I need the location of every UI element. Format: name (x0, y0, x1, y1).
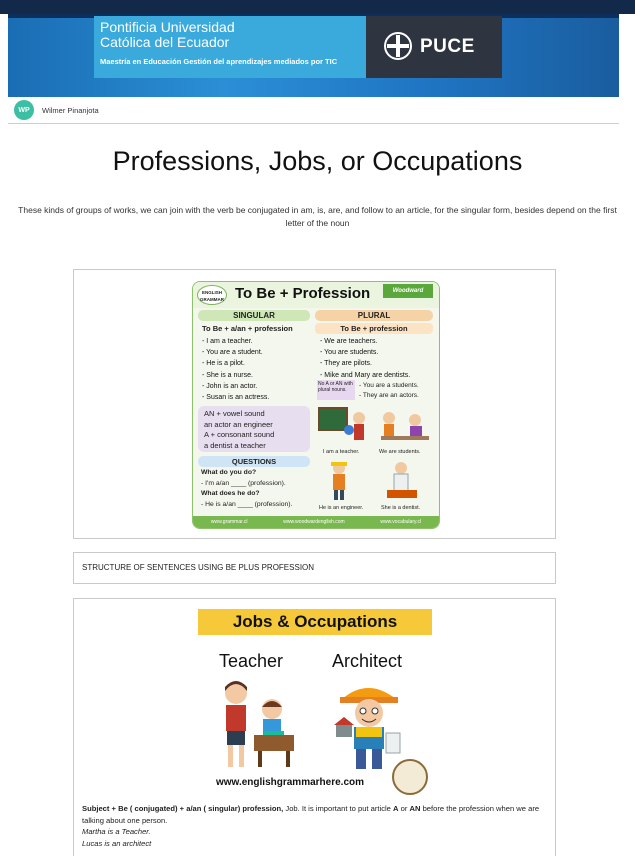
image-card-jobs (73, 598, 556, 856)
footer-link: www.grammar.cl (210, 519, 248, 525)
question-line: - He is a/an ____ (profession). (201, 500, 293, 508)
to-be-profession-poster (192, 281, 440, 529)
plural-line: - They are pilots. (320, 360, 373, 368)
a-an-line: a dentist a teacher (204, 440, 266, 450)
singular-line: - He is a pilot. (202, 360, 245, 368)
page-description: These kinds of groups of works, we can join with the verb be conjugated in am, is, are, and follow to an article, for the singular form, besides depend on the first letter of the noun (18, 205, 617, 228)
plural-line: - You are students. (320, 349, 379, 357)
footer-link: www.vocabulary.cl (380, 519, 422, 525)
singular-rule: To Be + a/an + profession (198, 323, 310, 334)
question-line: What do you do? (201, 469, 257, 476)
pic-caption: I am a teacher. (323, 449, 360, 455)
teacher-label: Teacher (219, 651, 284, 671)
pic-caption: She is a dentist. (381, 505, 421, 511)
a-an-box (198, 406, 310, 452)
program-name: Maestría en Educación Gestión del aprendizajes mediados por TIC (100, 57, 338, 66)
example-sentence: Martha is a Teacher. (82, 827, 151, 837)
text-bold: A (393, 804, 399, 813)
singular-line: - You are a student. (202, 349, 263, 357)
architect-illustration (326, 677, 416, 773)
singular-line: - She is a nurse. (202, 371, 253, 379)
header-banner (8, 14, 619, 97)
wrong-example: - They are an actors. (359, 392, 419, 399)
pic-caption: He is an engineer. (319, 505, 364, 511)
text-plain: before the profession when we are talking about one person. (82, 804, 540, 825)
author-row (14, 98, 99, 122)
text-plain: Job. It is important to put article (283, 804, 394, 813)
caption-card (73, 552, 556, 584)
plural-note: No A or AN with plural nouns. (317, 380, 355, 400)
singular-line: - John is an actor. (202, 382, 258, 390)
plural-wrong-examples (359, 381, 419, 401)
poster-title: To Be + Profession (235, 285, 371, 302)
wrong-example: - You are a students. (359, 382, 419, 389)
caption-text: STRUCTURE OF SENTENCES USING BE PLUS PROFESSION (82, 563, 315, 572)
singular-line: - Susan is an actress. (202, 394, 270, 402)
a-an-line: AN + vowel sound (204, 409, 265, 418)
teacher-illustration (214, 679, 304, 771)
singular-lines (202, 336, 269, 403)
questions-header: QUESTIONS (198, 456, 310, 467)
author-name[interactable]: Wilmer Pinanjota (42, 105, 99, 115)
text-bold: AN (409, 804, 421, 813)
singular-header: SINGULAR (198, 310, 310, 321)
question-line: - I'm a/an ____ (profession). (201, 479, 286, 487)
a-an-line: an actor an engineer (204, 419, 273, 429)
page-title: Professions, Jobs, or Occupations (112, 146, 523, 176)
top-bar (0, 0, 635, 14)
seal-icon (392, 759, 428, 795)
footer-link: www.woodwardenglish.com (283, 519, 345, 525)
structure-explanation (82, 803, 552, 849)
question-line: What does he do? (201, 490, 260, 497)
question-lines (201, 468, 292, 510)
jobs-url: www.englishgrammarhere.com (216, 777, 365, 788)
jobs-banner: Jobs & Occupations (198, 609, 432, 635)
engineer-dentist-illustration (317, 460, 435, 504)
singular-line: - I am a teacher. (202, 338, 253, 345)
classroom-illustration (317, 404, 435, 448)
poster-badge: ENGLISH GRAMMAR (197, 285, 227, 305)
plural-rule: To Be + profession (315, 323, 433, 334)
text-plain: or (398, 804, 410, 813)
puce-emblem-icon (383, 31, 413, 61)
text-bold: Subject + Be ( conjugated) + a/an ( singular) profession, (82, 804, 284, 813)
plural-line: - Mike and Mary are dentists. (320, 371, 411, 379)
puce-logo-text: PUCE (420, 36, 475, 57)
plural-header: PLURAL (315, 310, 433, 321)
plural-lines (320, 336, 410, 381)
woodward-logo: Woodward (383, 284, 433, 298)
plural-line: - We are teachers. (320, 338, 378, 345)
pic-caption: We are students. (379, 449, 421, 455)
university-name: Pontificia Universidad Católica del Ecuador (100, 19, 235, 50)
poster-footer (193, 516, 439, 528)
a-an-line: A + consonant sound (204, 430, 275, 439)
example-sentence: Lucas is an architect (82, 838, 152, 848)
avatar[interactable]: WP (14, 100, 34, 120)
image-card-profession (73, 269, 556, 539)
architect-label: Architect (332, 651, 403, 671)
divider (8, 123, 619, 124)
